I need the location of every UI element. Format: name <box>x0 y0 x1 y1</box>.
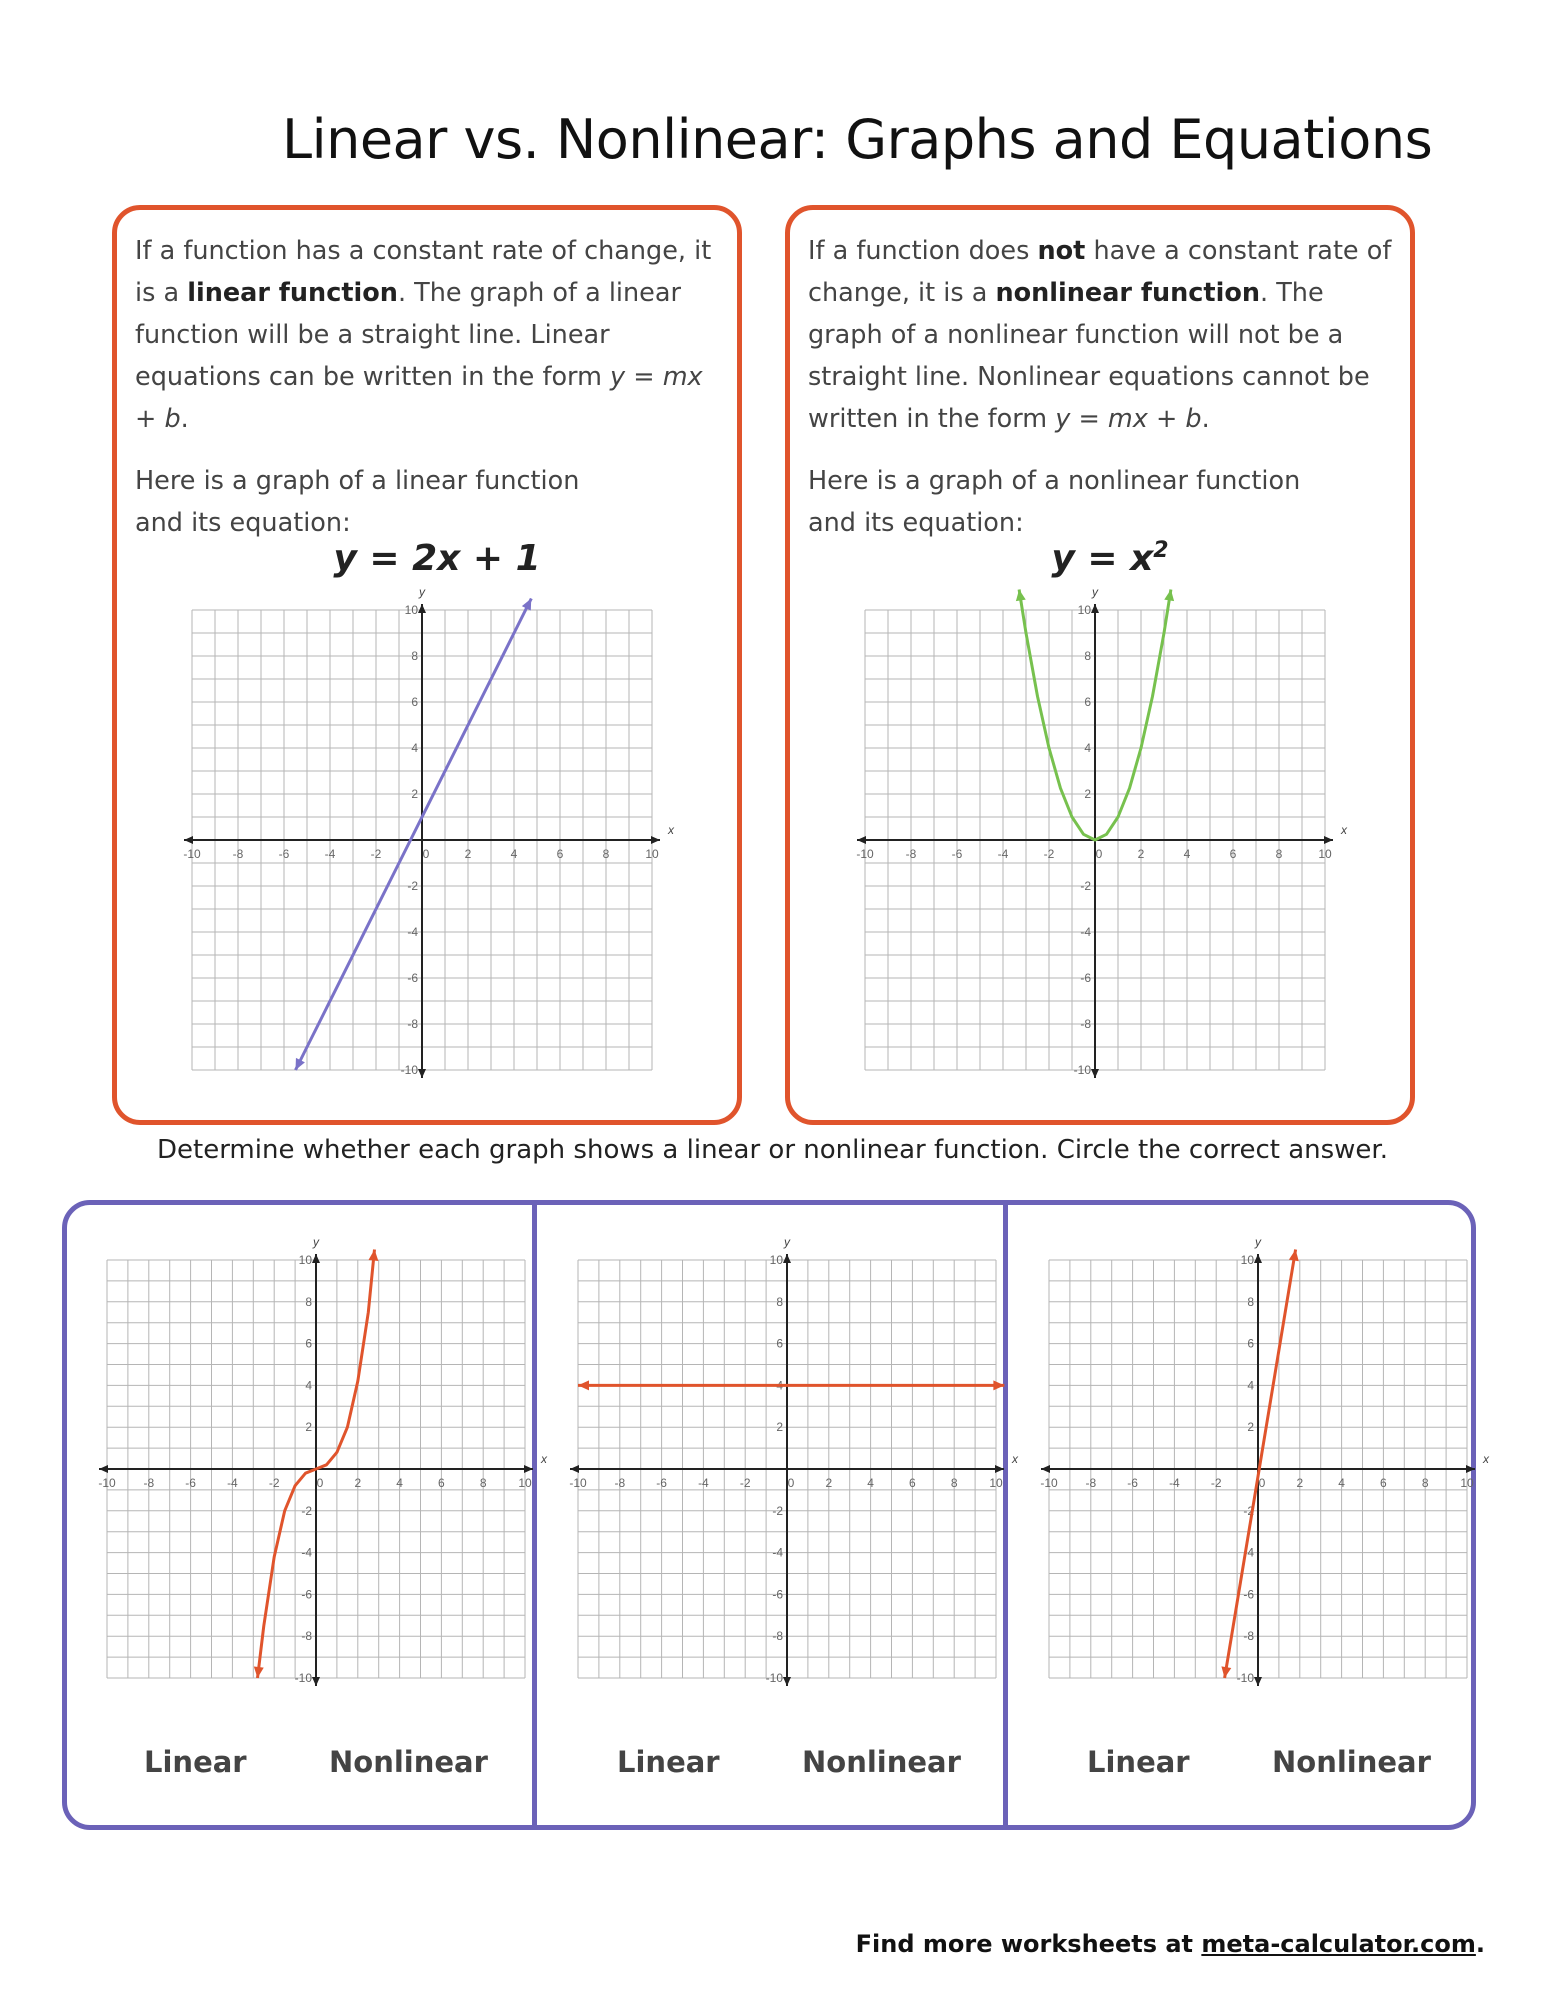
y-axis-arrow <box>783 1677 791 1686</box>
x-tick-label: -6 <box>278 847 290 861</box>
x-tick-label: 2 <box>354 1476 362 1490</box>
x-tick-label: 6 <box>909 1476 916 1490</box>
y-tick-label: -10 <box>1236 1671 1254 1685</box>
nonlinear-def-formula: y = mx + b <box>1055 404 1202 434</box>
nonlinear-def-end: . <box>1201 404 1210 434</box>
linear-def-bold: linear function <box>187 278 398 308</box>
y-tick-label: -8 <box>407 1017 418 1031</box>
y-tick-label: -6 <box>772 1587 783 1602</box>
y-tick-label: 4 <box>1247 1378 1254 1393</box>
x-tick-label: 10 <box>1460 1476 1474 1490</box>
x-axis-arrow <box>995 1465 1004 1473</box>
y-tick-label: 4 <box>305 1378 312 1393</box>
y-tick-label: 6 <box>776 1336 783 1351</box>
y-tick-label: 8 <box>1247 1294 1254 1309</box>
y-tick-label: 2 <box>305 1420 312 1435</box>
x-tick-label: -2 <box>1210 1476 1222 1490</box>
y-tick-label: 10 <box>404 603 418 617</box>
y-tick-label: 6 <box>305 1336 312 1351</box>
x-tick-label: -10 <box>569 1476 587 1490</box>
x-tick-label: -8 <box>143 1476 155 1490</box>
x-tick-label: 0 <box>422 847 430 861</box>
nonlinear-def-bold: nonlinear function <box>995 278 1260 308</box>
y-tick-label: -8 <box>1080 1017 1091 1031</box>
x-axis-arrow <box>524 1465 533 1473</box>
x-tick-label: 6 <box>1229 847 1237 861</box>
x-tick-label: 2 <box>825 1476 833 1490</box>
y-tick-label: 8 <box>305 1294 312 1309</box>
footer-suffix: . <box>1475 1930 1485 1958</box>
x-axis-label: x <box>668 823 674 837</box>
y-tick-label: -2 <box>772 1503 783 1518</box>
nonlinear-def-not: not <box>1037 236 1086 266</box>
linear-example-graph <box>142 585 674 1105</box>
x-tick-label: -6 <box>951 847 963 861</box>
answer-linear-1[interactable]: Linear <box>144 1745 247 1779</box>
x-tick-label: 4 <box>510 847 518 861</box>
x-tick-label: -4 <box>997 847 1009 861</box>
y-tick-label: -4 <box>1243 1545 1254 1560</box>
x-tick-label: -8 <box>614 1476 626 1490</box>
x-axis-arrow <box>184 836 193 844</box>
x-tick-label: 4 <box>1183 847 1191 861</box>
y-tick-label: -8 <box>1243 1629 1254 1644</box>
y-axis-arrow <box>1254 1254 1262 1263</box>
footer <box>856 1930 1485 1958</box>
x-tick-label: -6 <box>185 1476 196 1490</box>
y-tick-label: -8 <box>772 1629 783 1644</box>
answer-nonlinear-1[interactable]: Nonlinear <box>329 1745 488 1779</box>
y-tick-label: -2 <box>1080 879 1091 893</box>
curve-arrowhead <box>578 1380 589 1390</box>
nonlinear-def-text-a: If a function does <box>808 236 1038 266</box>
y-axis-label: y <box>1255 1235 1261 1249</box>
x-axis-arrow <box>1041 1465 1050 1473</box>
y-tick-label: -6 <box>1080 971 1091 985</box>
nonlinear-equation <box>990 538 1230 579</box>
linear-def-text-b: . The graph of a linear function will be a straight line. Linear equations can be written in the form <box>135 278 681 392</box>
y-tick-label: 6 <box>1247 1336 1254 1351</box>
y-tick-label: -10 <box>1073 1063 1091 1077</box>
y-tick-label: -4 <box>407 925 418 939</box>
y-tick-label: 6 <box>411 695 418 709</box>
instructions: Determine whether each graph shows a linear or nonlinear function. Circle the correct answer. <box>156 1135 1388 1165</box>
y-tick-label: 6 <box>1084 695 1091 709</box>
y-tick-label: 4 <box>776 1378 783 1393</box>
y-tick-label: -4 <box>1080 925 1091 939</box>
y-tick-label: 2 <box>1247 1420 1254 1435</box>
y-tick-label: 2 <box>776 1420 783 1435</box>
nonlinear-equation-exponent: 2 <box>1153 538 1169 563</box>
x-tick-label: -10 <box>183 847 201 861</box>
practice-graph-2 <box>548 1235 1018 1720</box>
linear-definition <box>135 230 725 440</box>
x-tick-label: -8 <box>905 847 917 861</box>
y-axis-arrow <box>418 1069 426 1078</box>
curve-arrowhead <box>993 1380 1004 1390</box>
x-tick-label: 8 <box>950 1476 958 1490</box>
nonlinear-def-text-c: . The graph of a nonlinear function will not be a straight line. Nonlinear equations cannot be written in the form <box>808 278 1370 434</box>
y-tick-label: 4 <box>411 741 418 755</box>
y-tick-label: 2 <box>1084 787 1091 801</box>
nonlinear-info-box <box>785 205 1415 1125</box>
y-tick-label: -10 <box>765 1671 783 1685</box>
y-tick-label: -10 <box>400 1063 418 1077</box>
nonlinear-graph-intro: Here is a graph of a nonlinear function and its equation: <box>808 466 1301 538</box>
y-tick-label: -6 <box>301 1587 312 1602</box>
nonlinear-example-graph <box>815 585 1347 1105</box>
nonlinear-def-text-b: have a constant rate of change, it is a <box>808 236 1392 308</box>
linear-def-end: . <box>180 404 189 434</box>
x-tick-label: 6 <box>1380 1476 1387 1490</box>
y-axis-arrow <box>783 1254 791 1263</box>
y-axis-arrow <box>418 604 426 613</box>
y-tick-label: -8 <box>301 1629 312 1644</box>
linear-def-text-a: If a function has a constant rate of change, it is a <box>135 236 712 308</box>
y-tick-label: 8 <box>411 649 418 663</box>
y-tick-label: 8 <box>776 1294 783 1309</box>
practice-box <box>62 1200 1489 1830</box>
function-curve <box>1225 1250 1296 1679</box>
y-axis-arrow <box>312 1677 320 1686</box>
x-tick-label: -4 <box>698 1476 709 1490</box>
x-tick-label: 4 <box>396 1476 403 1490</box>
x-tick-label: 0 <box>787 1476 795 1490</box>
x-tick-label: 8 <box>1275 847 1283 861</box>
x-tick-label: 4 <box>1338 1476 1345 1490</box>
y-axis-arrow <box>312 1254 320 1263</box>
x-tick-label: 6 <box>438 1476 445 1490</box>
linear-graph-intro: Here is a graph of a linear function and its equation: <box>135 466 580 538</box>
x-tick-label: 10 <box>645 847 659 861</box>
linear-def-formula: y = mx + b <box>135 362 703 434</box>
nonlinear-equation-base: y = x <box>1051 538 1154 579</box>
y-tick-label: 10 <box>1077 603 1091 617</box>
x-tick-label: -2 <box>1043 847 1055 861</box>
x-tick-label: 2 <box>464 847 472 861</box>
y-tick-label: 10 <box>1240 1253 1254 1267</box>
x-tick-label: -10 <box>856 847 874 861</box>
x-tick-label: 10 <box>518 1476 532 1490</box>
x-tick-label: -10 <box>1040 1476 1058 1490</box>
footer-text: Find more worksheets at <box>855 1930 1202 1958</box>
x-tick-label: 10 <box>989 1476 1003 1490</box>
x-tick-label: -4 <box>324 847 336 861</box>
y-tick-label: -2 <box>407 879 418 893</box>
y-tick-label: 2 <box>411 787 418 801</box>
y-tick-label: 8 <box>1084 649 1091 663</box>
practice-graph-1 <box>77 1235 547 1720</box>
y-tick-label: 10 <box>298 1253 312 1267</box>
x-axis-arrow <box>570 1465 579 1473</box>
x-tick-label: -2 <box>370 847 382 861</box>
y-axis-label: y <box>784 1235 790 1249</box>
x-tick-label: 8 <box>479 1476 487 1490</box>
y-tick-label: -10 <box>294 1671 312 1685</box>
y-axis-label: y <box>313 1235 319 1249</box>
x-tick-label: -8 <box>1085 1476 1097 1490</box>
y-axis-arrow <box>1254 1677 1262 1686</box>
answer-nonlinear-2[interactable]: Nonlinear <box>802 1745 961 1779</box>
x-tick-label: -4 <box>227 1476 238 1490</box>
x-axis-arrow <box>857 836 866 844</box>
x-tick-label: 10 <box>1318 847 1332 861</box>
x-tick-label: 0 <box>1258 1476 1266 1490</box>
page-title: Linear vs. Nonlinear: Graphs and Equations <box>282 108 1433 171</box>
footer-link[interactable]: meta-calculator.com <box>1201 1930 1476 1958</box>
x-axis-label: x <box>1012 1452 1018 1466</box>
answer-linear-2[interactable]: Linear <box>617 1745 720 1779</box>
linear-info-box <box>112 205 742 1125</box>
y-tick-label: -4 <box>301 1545 312 1560</box>
y-tick-label: -6 <box>407 971 418 985</box>
y-axis-label: y <box>419 585 425 599</box>
x-tick-label: 0 <box>1095 847 1103 861</box>
function-curve <box>296 599 532 1071</box>
x-axis-label: x <box>541 1452 547 1466</box>
x-tick-label: -6 <box>656 1476 667 1490</box>
x-tick-label: 4 <box>867 1476 874 1490</box>
practice-graph-3 <box>1019 1235 1489 1720</box>
x-axis-arrow <box>1466 1465 1475 1473</box>
x-axis-label: x <box>1483 1452 1489 1466</box>
x-axis-arrow <box>99 1465 108 1473</box>
x-tick-label: 8 <box>1421 1476 1429 1490</box>
y-axis-label: y <box>1092 585 1098 599</box>
y-tick-label: -4 <box>772 1545 783 1560</box>
nonlinear-definition <box>808 230 1398 440</box>
x-tick-label: -2 <box>739 1476 751 1490</box>
y-tick-label: 4 <box>1084 741 1091 755</box>
linear-equation: y = 2x + 1 <box>333 538 541 579</box>
x-axis-arrow <box>651 836 660 844</box>
x-tick-label: 6 <box>556 847 564 861</box>
y-tick-label: 10 <box>769 1253 783 1267</box>
x-tick-label: 2 <box>1137 847 1145 861</box>
x-tick-label: 0 <box>316 1476 324 1490</box>
y-axis-arrow <box>1091 604 1099 613</box>
x-tick-label: 2 <box>1296 1476 1304 1490</box>
x-tick-label: -4 <box>1169 1476 1180 1490</box>
x-axis-label: x <box>1341 823 1347 837</box>
y-tick-label: -6 <box>1243 1587 1254 1602</box>
answer-nonlinear-3[interactable]: Nonlinear <box>1272 1745 1431 1779</box>
x-tick-label: -2 <box>268 1476 280 1490</box>
x-tick-label: -6 <box>1127 1476 1138 1490</box>
x-axis-arrow <box>1324 836 1333 844</box>
y-tick-label: -2 <box>1243 1503 1254 1518</box>
x-tick-label: 8 <box>602 847 610 861</box>
y-axis-arrow <box>1091 1069 1099 1078</box>
x-tick-label: -10 <box>98 1476 116 1490</box>
answer-linear-3[interactable]: Linear <box>1087 1745 1190 1779</box>
x-tick-label: -8 <box>232 847 244 861</box>
y-tick-label: -2 <box>301 1503 312 1518</box>
